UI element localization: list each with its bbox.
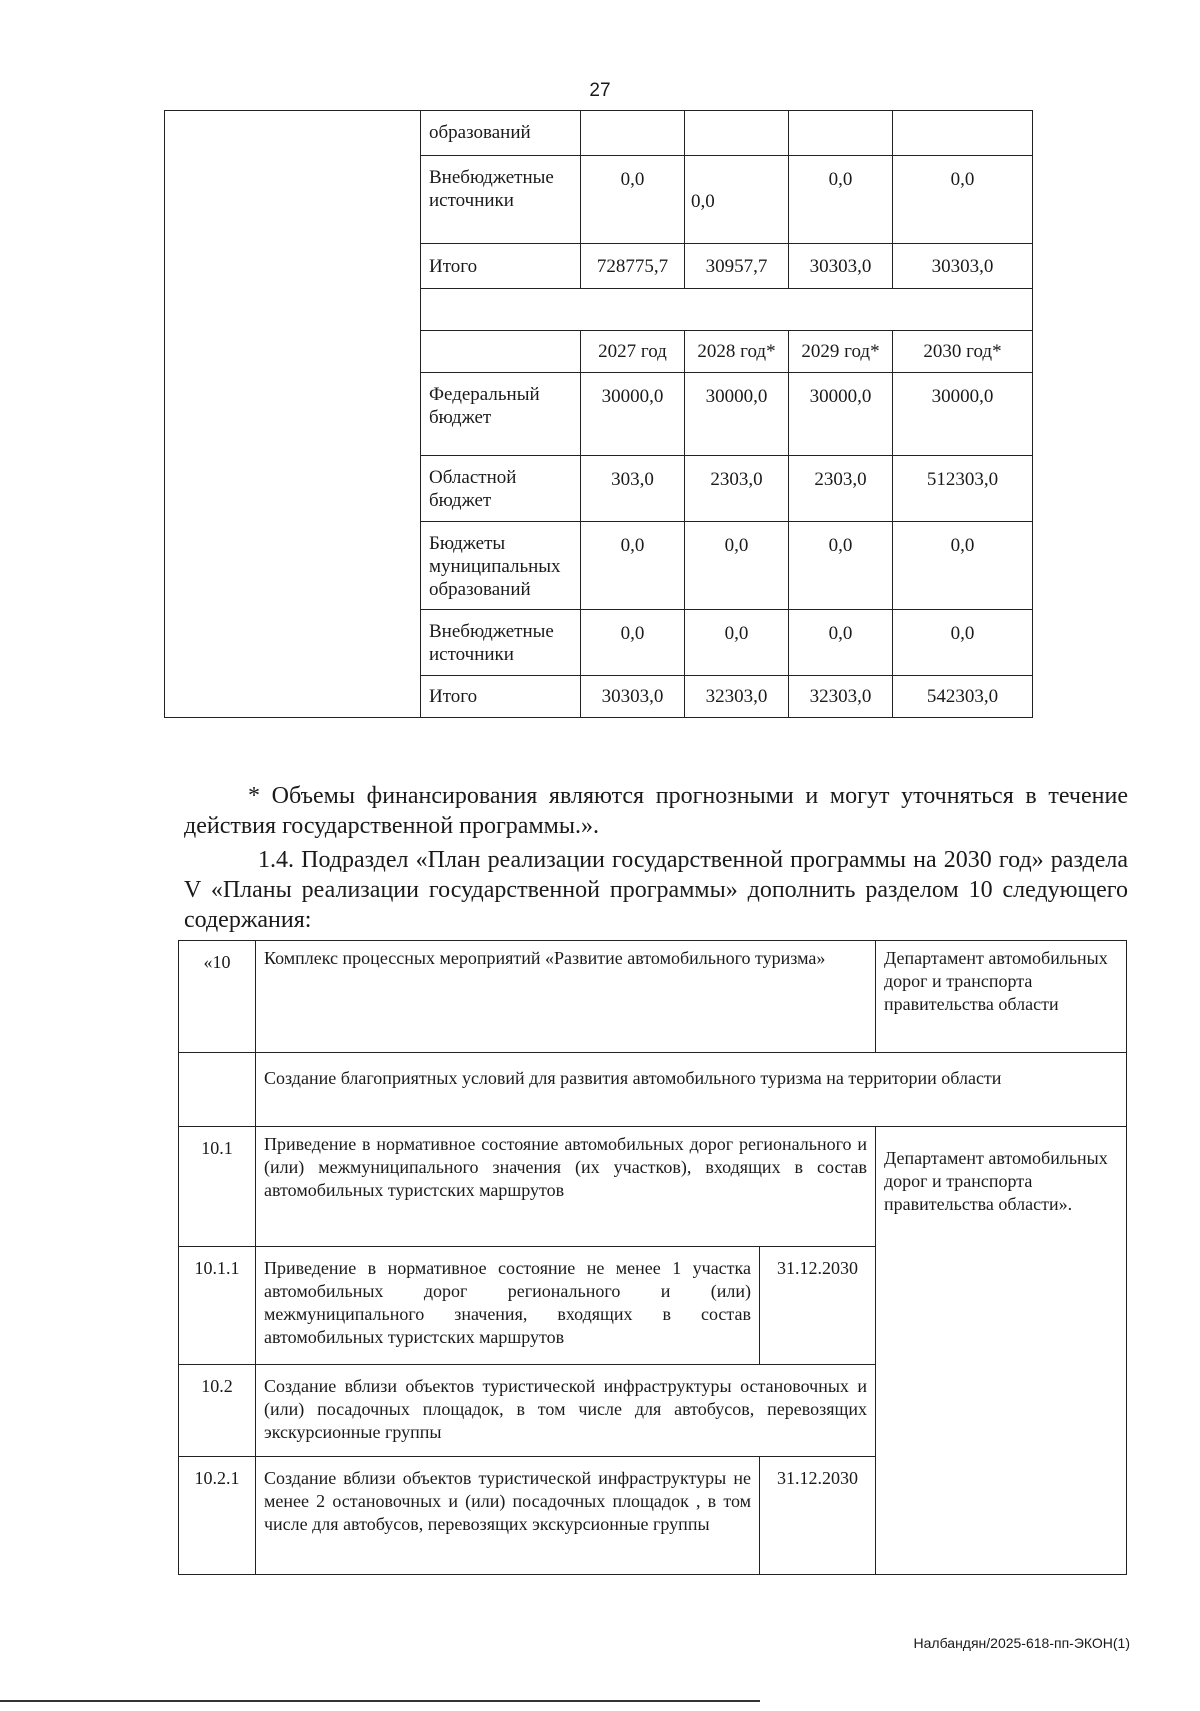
- plan-table: [178, 940, 1127, 1575]
- value-cell: 512303,0: [893, 456, 1033, 522]
- empty-left-column: [165, 111, 421, 718]
- value-cell: 32303,0: [685, 676, 789, 718]
- value-cell: 30000,0: [581, 373, 685, 456]
- spacer-row: [421, 289, 1033, 331]
- value-cell: 0,0: [789, 156, 893, 244]
- value-cell: 0,0: [893, 522, 1033, 610]
- row-code: 10.1: [179, 1127, 256, 1247]
- footnote-paragraph: * Объемы финансирования являются прогнозными и могут уточняться в течение действия государственной программы.».: [184, 783, 1128, 839]
- value-cell: 30000,0: [893, 373, 1033, 456]
- value-cell: 0,0: [685, 610, 789, 676]
- row-label: Итого: [421, 244, 581, 289]
- table-row: [179, 1053, 1127, 1127]
- row-code: 10.2.1: [179, 1457, 256, 1575]
- task-text: Создание вблизи объектов туристической инфраструктуры остановочных и (или) посадочных площадок, в том числе для автобусов, перевозящих экскурсионные группы: [256, 1365, 876, 1457]
- row-code: 10.1.1: [179, 1247, 256, 1365]
- table-row: [179, 1127, 1127, 1247]
- responsible-cell: Департамент автомобильных дорог и транспорта правительства области».: [876, 1127, 1127, 1575]
- value-cell: 32303,0: [789, 676, 893, 718]
- row-label: Внебюджетные источники: [421, 156, 581, 244]
- footer-reference: Налбандян/2025-618-пп-ЭКОН(1): [913, 1635, 1130, 1651]
- complex-title: Комплекс процессных мероприятий «Развитие автомобильного туризма»: [256, 941, 876, 1053]
- year-header: 2027 год: [581, 331, 685, 373]
- value-cell: 30303,0: [789, 244, 893, 289]
- value-cell: 0,0: [789, 522, 893, 610]
- date-cell: 31.12.2030: [760, 1247, 876, 1365]
- row-label: Внебюджетные источники: [421, 610, 581, 676]
- value-cell: 0,0: [685, 522, 789, 610]
- value-cell: 2303,0: [685, 456, 789, 522]
- table-row: [179, 941, 1127, 1053]
- section-paragraph: 1.4. Подраздел «План реализации государственной программы на 2030 год» раздела V «Планы реализации государственной программы» дополнить разделом 10 следующего содержания:: [184, 847, 1128, 933]
- value-cell: 303,0: [581, 456, 685, 522]
- value-cell: 30303,0: [581, 676, 685, 718]
- year-header: 2030 год*: [893, 331, 1033, 373]
- value-cell: 30957,7: [685, 244, 789, 289]
- value-cell: 0,0: [893, 610, 1033, 676]
- row-code: 10.2: [179, 1365, 256, 1457]
- responsible-cell: Департамент автомобильных дорог и транспорта правительства области: [876, 941, 1127, 1053]
- page-number: 27: [589, 80, 611, 101]
- finance-table: [164, 110, 1033, 718]
- year-header: 2029 год*: [789, 331, 893, 373]
- task-text: Создание вблизи объектов туристической инфраструктуры не менее 2 остановочных и (или) посадочных площадок , в том числе для автобусов, перевозящих экскурсионные группы: [256, 1457, 760, 1575]
- row-label: образований: [421, 111, 581, 156]
- row-code: «10: [179, 941, 256, 1053]
- value-cell: 30000,0: [685, 373, 789, 456]
- task-text: Приведение в нормативное состояние автомобильных дорог регионального и (или) межмуниципального значения (их участков), входящих в состав автомобильных туристских маршрутов: [256, 1127, 876, 1247]
- value-cell: 0,0: [893, 156, 1033, 244]
- row-label: Федеральный бюджет: [421, 373, 581, 456]
- row-label: Итого: [421, 676, 581, 718]
- value-cell: 2303,0: [789, 456, 893, 522]
- year-header: 2028 год*: [685, 331, 789, 373]
- table-row: [165, 111, 1033, 156]
- value-cell: 0,0: [789, 610, 893, 676]
- value-cell: 0,0: [581, 156, 685, 244]
- row-label: Бюджеты муниципальных образований: [421, 522, 581, 610]
- value-cell: 728775,7: [581, 244, 685, 289]
- value-cell: 0,0: [685, 156, 789, 244]
- value-cell: 30000,0: [789, 373, 893, 456]
- row-label: Областной бюджет: [421, 456, 581, 522]
- value-cell: 0,0: [581, 522, 685, 610]
- value-cell: 542303,0: [893, 676, 1033, 718]
- task-text: Приведение в нормативное состояние не менее 1 участка автомобильных дорог регионального и (или) межмуниципального значения, входящих в состав автомобильных туристских маршрутов: [256, 1247, 760, 1365]
- goal-text: Создание благоприятных условий для развития автомобильного туризма на территории области: [256, 1053, 1127, 1127]
- value-cell: 30303,0: [893, 244, 1033, 289]
- value-cell: 0,0: [581, 610, 685, 676]
- date-cell: 31.12.2030: [760, 1457, 876, 1575]
- scan-edge-line: [0, 1700, 760, 1702]
